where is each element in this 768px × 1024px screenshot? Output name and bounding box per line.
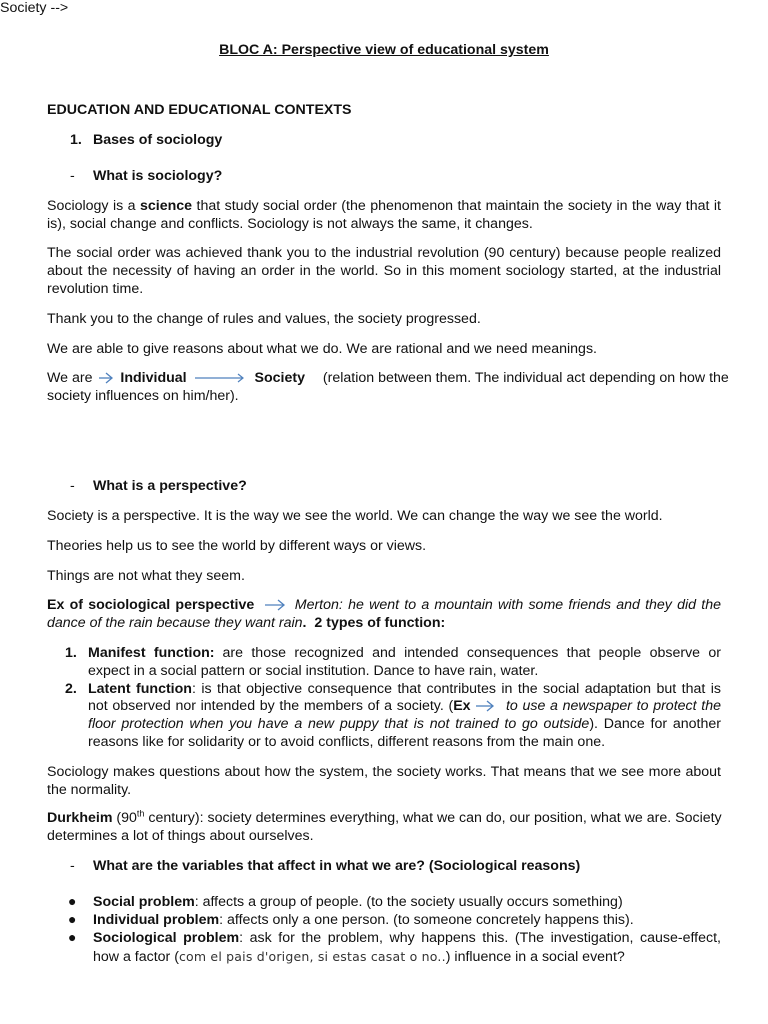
paragraph-things: Things are not what they seem. — [47, 568, 245, 584]
paragraph-social-order-line3: revolution time. — [47, 281, 144, 297]
paragraph-social-order-line1: The social order was achieved thank you to the industrial revolution (90 century) because people realized — [47, 245, 721, 261]
bullet-sociological-problem-line1: Sociological problem: ask for the problem, why happens this. (The investigation, cause-effect, — [93, 930, 721, 946]
paragraph-theories: Theories help us to see the world by different ways or views. — [47, 538, 427, 554]
bullet-individual-problem: Individual problem: affects only a one person. (to someone concretely happens this). — [93, 912, 634, 928]
bullet-social-problem: Social problem: affects a group of people. (to the society usually occurs something) — [93, 894, 623, 910]
dash-marker: - — [70, 858, 75, 874]
bullet-icon: ● — [68, 893, 77, 909]
list-item-latent-line1: Latent function: is that objective consequence that contributes in the social adaptation but that is — [88, 681, 722, 697]
numbered-heading: 1. — [70, 132, 82, 148]
paragraph-we-are-line2: society influences on him/her). — [47, 388, 239, 404]
list-item-latent-line4: reasons like for solidarity or to avoid conflicts, different reasons from the main one. — [88, 734, 606, 750]
question-what-is-perspective: What is a perspective? — [93, 478, 247, 494]
numbered-heading-text: Bases of sociology — [93, 132, 223, 148]
list-item-number: 1. — [65, 645, 77, 661]
paragraph-example-line2: dance of the rain because they want rain. 2 types of function: — [47, 615, 446, 631]
paragraph-example-line1: Ex of sociological perspective Merton: he went to a mountain with some friends and they did the — [47, 597, 721, 615]
document-title: BLOC A: Perspective view of educational system — [219, 42, 549, 58]
paragraph-durkheim-line2: determines a lot of things about ourselves. — [47, 828, 314, 844]
question-what-is-sociology: What is sociology? — [93, 168, 223, 184]
list-item-latent-line3: floor protection when you have a new puppy that is not trained to go outside). Dance for another — [88, 716, 721, 732]
paragraph-perspective: Society is a perspective. It is the way we see the world. We can change the way we see the world. — [47, 508, 663, 524]
long-arrow-right-icon — [195, 371, 245, 389]
paragraph-sociology-line2: is), social change and conflicts. Sociology is not always the same, it changes. — [47, 216, 533, 232]
list-item-manifest-line2: expect in a social pattern or social institution. Dance to have rain, water. — [88, 663, 539, 679]
dash-marker: - — [70, 478, 75, 494]
paragraph-sociology-line1: Sociology is a science that study social order (the phenomenon that maintain the society in the way that it — [47, 198, 722, 214]
dash-marker: - — [70, 168, 75, 184]
paragraph-we-are-line1: We are Individual Society (relation between them. The individual act depending on how the — [47, 370, 721, 388]
list-item-latent-line2: not observed nor intended by the members of a society. (Ex to use a newspaper to protect the — [88, 698, 721, 716]
bullet-icon: ● — [68, 911, 77, 927]
paragraph-questions-line1: Sociology makes questions about how the system, the society works. That means that we see more about — [47, 764, 721, 780]
paragraph-social-order-line2: about the necessity of having an order in the world. So in this moment sociology started, at the industrial — [47, 263, 721, 279]
question-variables: What are the variables that affect in what we are? (Sociological reasons) — [93, 858, 581, 874]
bullet-sociological-problem-line2: how a factor (com el pais d'origen, si estas casat o no..) influence in a social event? — [93, 949, 625, 965]
paragraph-durkheim-line1: Durkheim (90th century): society determines everything, what we can do, our position, what we are. Society — [47, 808, 722, 826]
bullet-icon: ● — [68, 929, 77, 945]
paragraph-questions-line2: the normality. — [47, 782, 132, 798]
section-heading: EDUCATION AND EDUCATIONAL CONTEXTS — [47, 102, 352, 118]
arrow-right-icon — [264, 599, 286, 617]
paragraph-rules-values: Thank you to the change of rules and values, the society progressed. — [47, 311, 481, 327]
paragraph-reasons: We are able to give reasons about what we do. We are rational and we need meanings. — [47, 341, 597, 357]
arrow-right-icon — [475, 700, 495, 718]
list-item-manifest-line1: Manifest function: are those recognized and intended consequences that people observe or — [88, 645, 721, 661]
list-item-number: 2. — [65, 681, 77, 697]
arrow-right-icon — [98, 372, 114, 390]
